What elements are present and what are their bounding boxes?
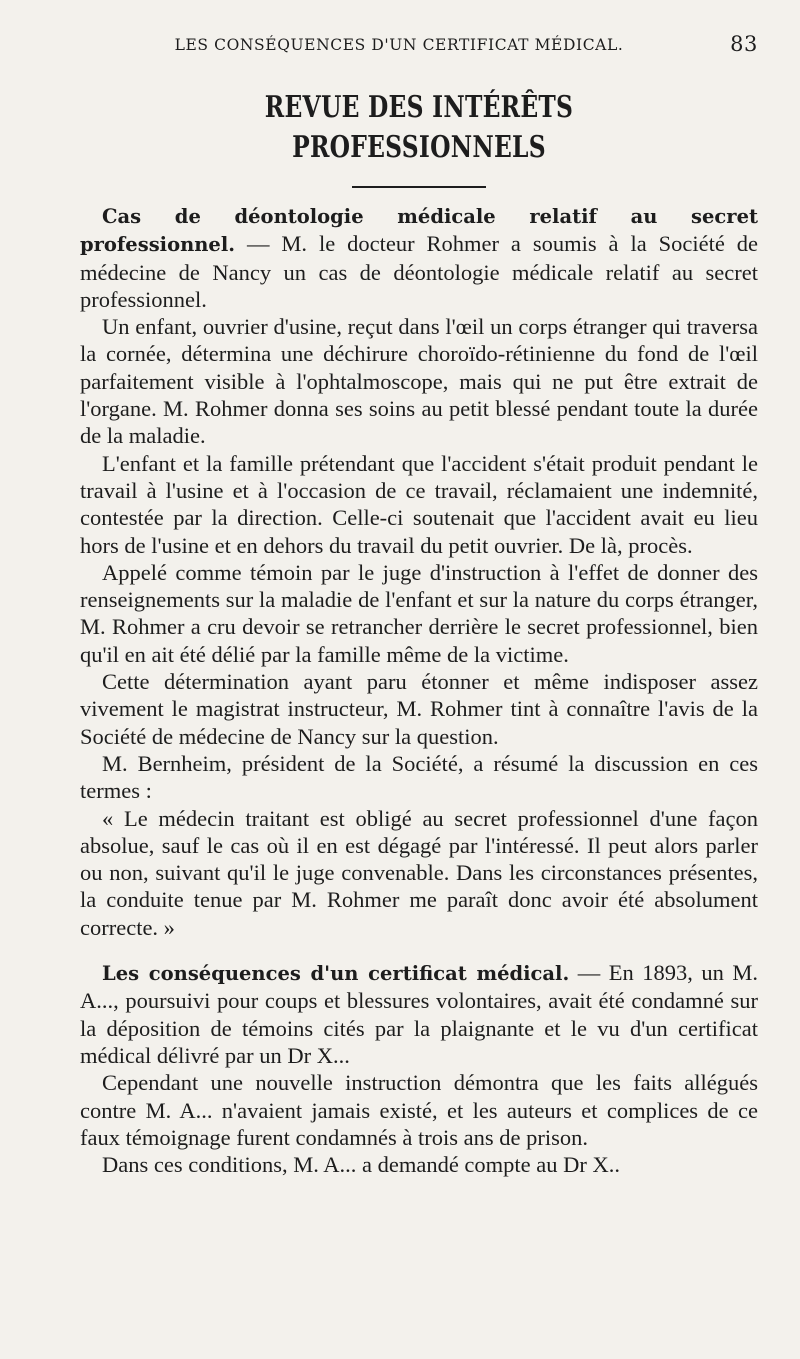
article2-intro-text: — En 1893, un M. A..., poursuivi pour coups et blessures volontaires, avait été condamné sur la déposition de témoins cités par la plaignante et le vu d'un certificat médical délivré par un Dr X... bbox=[80, 960, 758, 1068]
article2-intro bbox=[80, 959, 758, 1069]
title-rule bbox=[352, 186, 486, 188]
article2-lead: Les conséquences d'un certificat médical. bbox=[102, 962, 570, 986]
article1-intro-text: — M. le docteur Rohmer a soumis à la Société de médecine de Nancy un cas de déontologie médicale relatif au secret professionnel. bbox=[80, 231, 758, 312]
article1-lead: Cas de déontologie médicale relatif au secret professionnel. bbox=[80, 205, 758, 257]
running-head-title: LES CONSÉQUENCES D'UN CERTIFICAT MÉDICAL. bbox=[174, 36, 624, 54]
article1-intro bbox=[80, 202, 758, 313]
running-head bbox=[80, 30, 758, 70]
page-body bbox=[80, 202, 758, 1178]
article1-paragraph-3: L'enfant et la famille prétendant que l'accident s'était produit pendant le travail à l'usine et à l'occasion de ce travail, réclamaient une indemnité, contestée par la direction. Celle-ci soutenait que l'accident avait eu lieu hors de l'usine et en dehors du travail du petit ouvrier. De là, procès. bbox=[80, 450, 758, 558]
article1-quote: « Le médecin traitant est obligé au secret professionnel d'une façon absolue, sauf le cas où il en est dégagé par l'intéressé. Il peut alors parler ou non, suivant qu'il le juge convenable. Dans les circonstances présentes, la conduite tenue par M. Rohmer me paraît donc avoir été absolument correcte. » bbox=[80, 805, 758, 940]
article2-paragraph-3: Dans ces conditions, M. A... a demandé compte au Dr X.. bbox=[102, 1152, 621, 1178]
page-number: 83 bbox=[730, 32, 758, 56]
article1-paragraph-2: Un enfant, ouvrier d'usine, reçut dans l'œil un corps étranger qui traversa la cornée, détermina une déchirure choroïdo-rétinienne du fond de l'œil parfaitement visible à l'ophtalmoscope, mais qui ne put être extrait de l'organe. M. Rohmer donna ses soins au petit blessé pendant toute la durée de la maladie. bbox=[80, 314, 758, 449]
section-title: REVUE DES INTÉRÊTS PROFESSIONNELS bbox=[264, 90, 574, 165]
article1-paragraph-5: Cette détermination ayant paru étonner et même indisposer assez vivement le magistrat instructeur, M. Rohmer tint à connaître l'avis de la Société de médecine de Nancy sur la question. bbox=[80, 669, 758, 749]
article1-paragraph-6: M. Bernheim, président de la Société, a résumé la discussion en ces termes : bbox=[80, 750, 758, 804]
article1-paragraph-4: Appelé comme témoin par le juge d'instruction à l'effet de donner des renseignements sur la maladie de l'enfant et sur la nature du corps étranger, M. Rohmer a cru devoir se retrancher derrière le secret professionnel, bien qu'il en ait été délié par la famille même de la victime. bbox=[80, 559, 758, 667]
document-page bbox=[0, 30, 800, 1359]
article-separator bbox=[80, 941, 758, 959]
article2-paragraph-2: Cependant une nouvelle instruction démontra que les faits allégués contre M. A... n'avaient jamais existé, et les auteurs et complices de ce faux témoignage furent condamnés à trois ans de prison. bbox=[80, 1070, 758, 1150]
